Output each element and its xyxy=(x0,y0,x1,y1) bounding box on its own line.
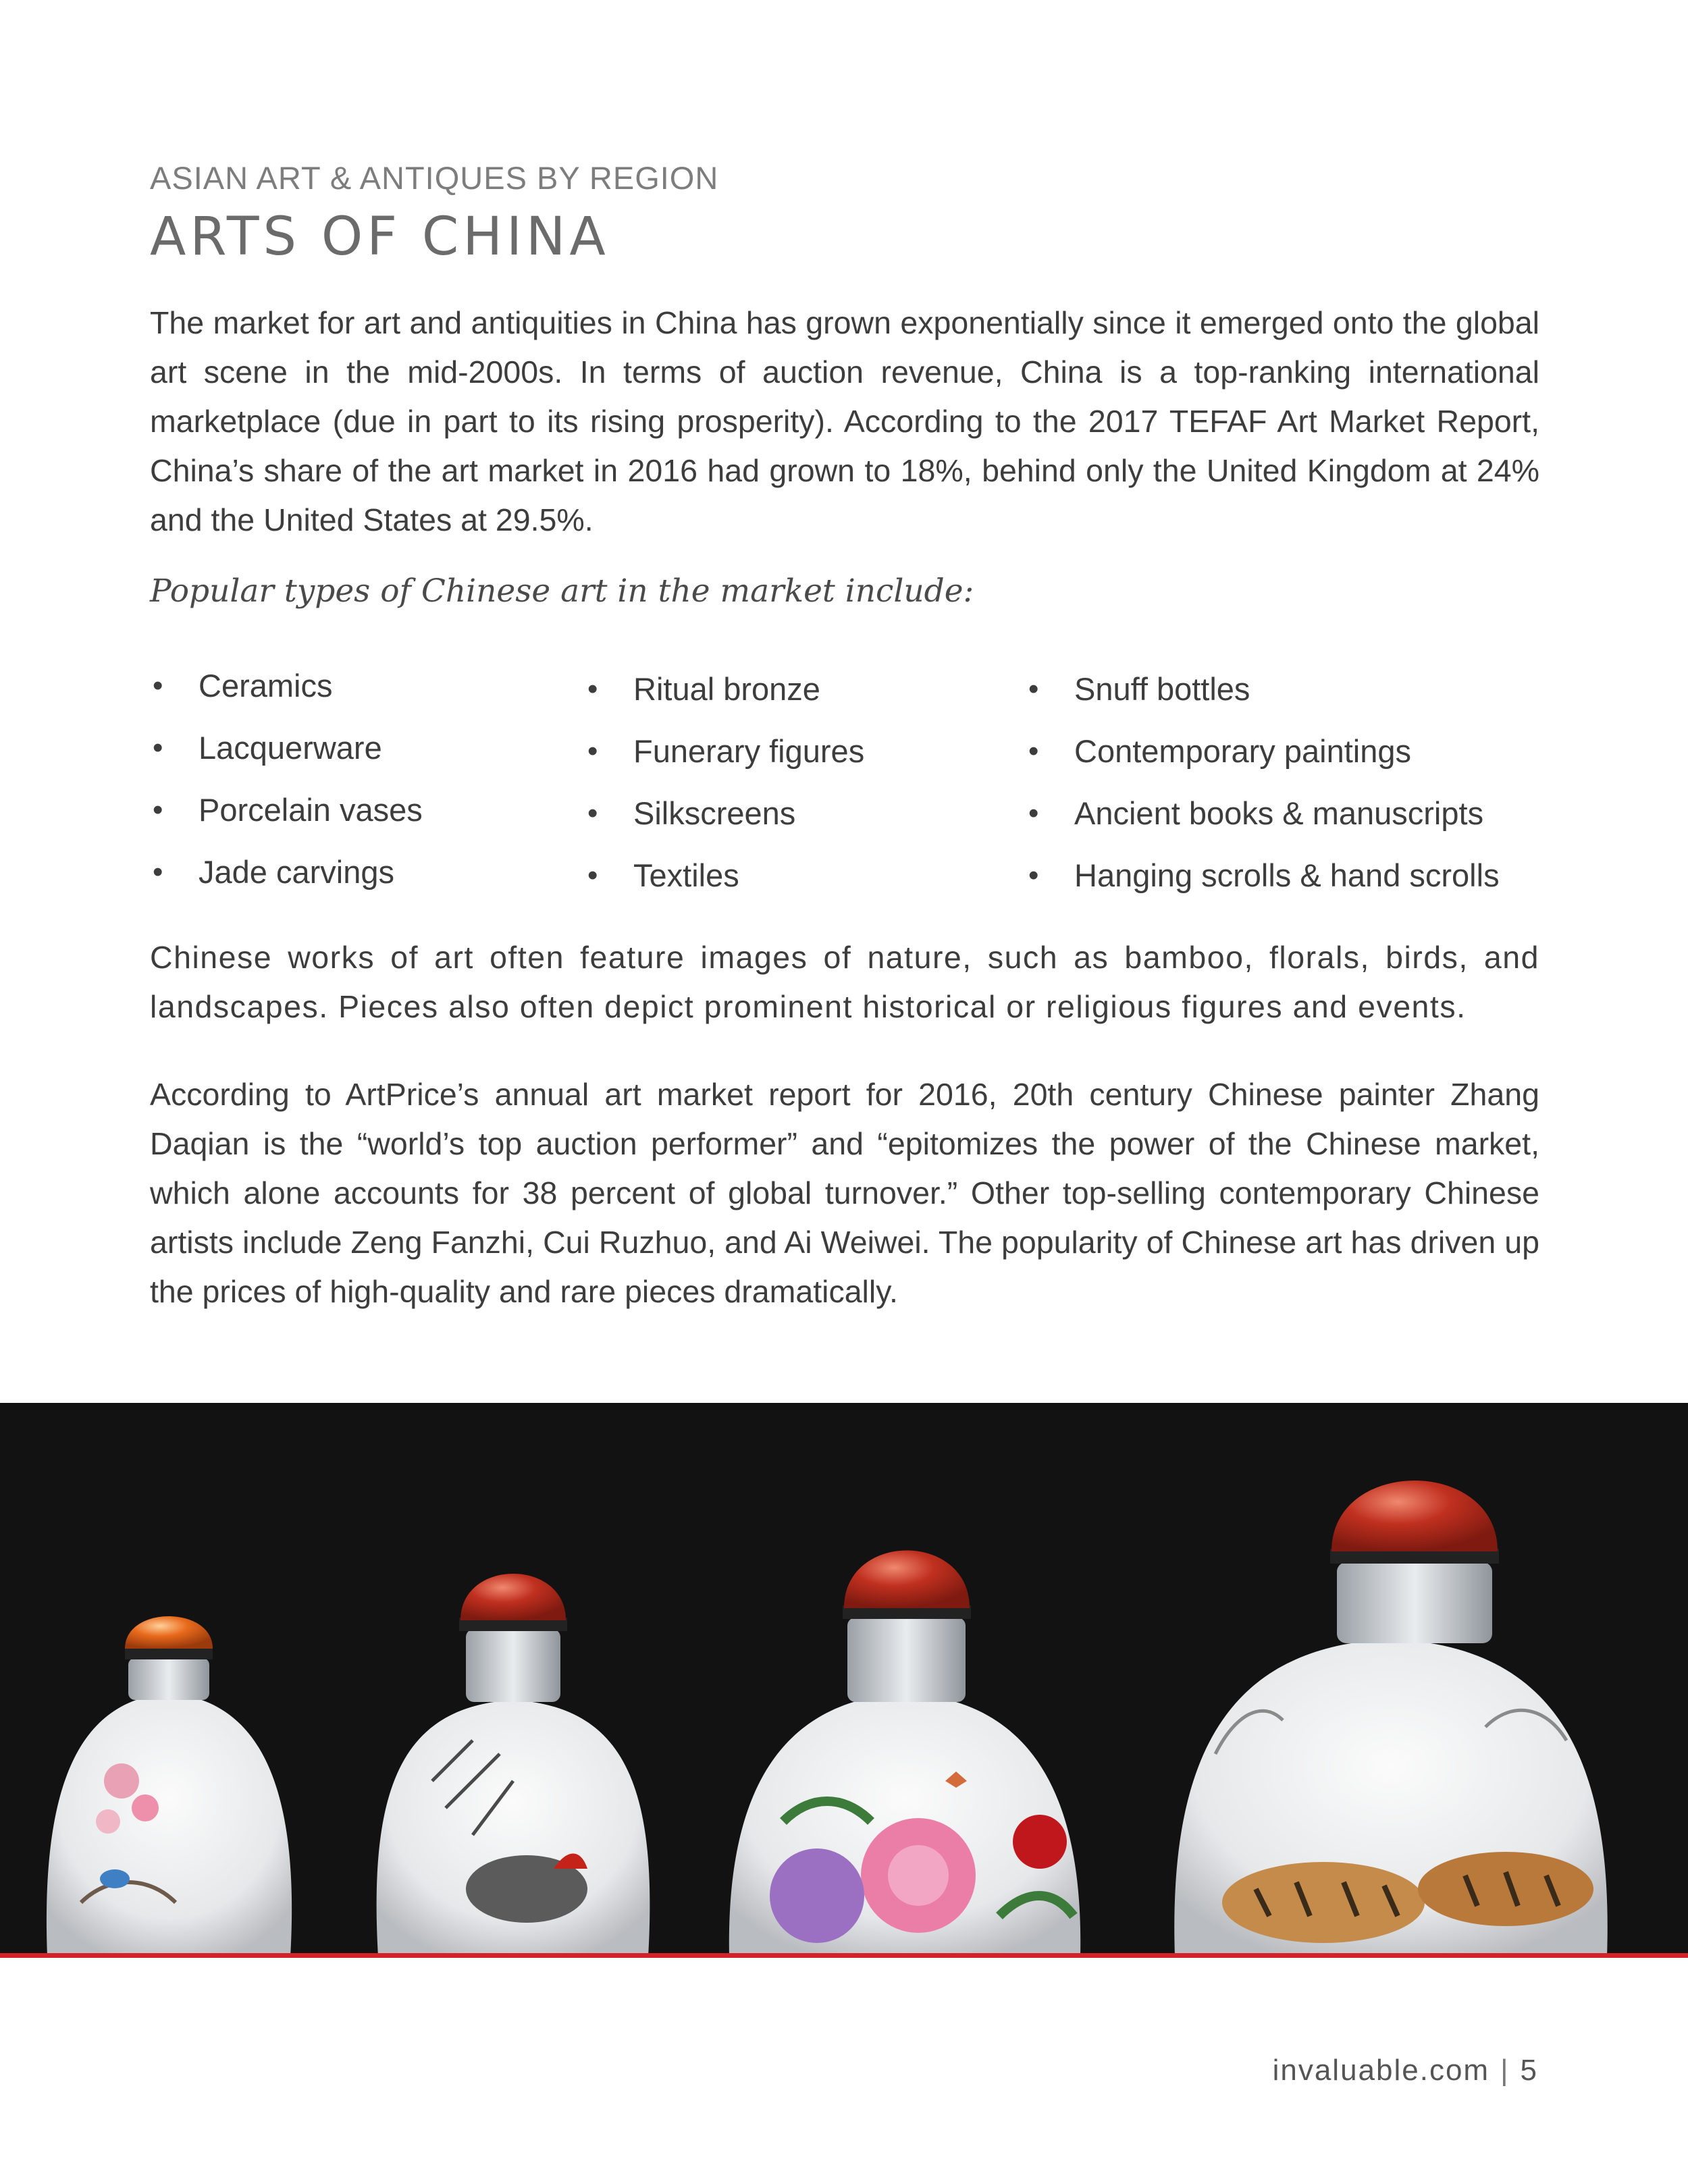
bullet-icon: • xyxy=(587,735,598,768)
list-item: • Funerary figures xyxy=(587,733,865,769)
snuff-bottle-rooster xyxy=(377,1574,650,1956)
snuff-bottle-peony xyxy=(729,1551,1080,1957)
section-kicker: ASIAN ART & ANTIQUES BY REGION xyxy=(150,160,719,196)
list-item: • Snuff bottles xyxy=(1028,671,1250,707)
list-item: • Ancient books & manuscripts xyxy=(1028,795,1484,831)
site-link[interactable]: invaluable.com xyxy=(1272,2054,1490,2087)
page-number: 5 xyxy=(1520,2054,1538,2087)
art-types-column-3 xyxy=(1026,670,1500,919)
list-item: • Lacquerware xyxy=(153,730,382,766)
art-types-column-1 xyxy=(150,667,423,915)
list-item: • Jade carvings xyxy=(153,854,394,890)
footer-separator: | xyxy=(1500,2054,1510,2087)
bullet-icon: • xyxy=(1028,797,1039,830)
bullet-icon: • xyxy=(587,672,598,705)
accent-divider xyxy=(0,1953,1688,1958)
list-heading: Popular types of Chinese art in the market include: xyxy=(150,572,974,610)
list-item: • Ritual bronze xyxy=(587,671,820,707)
bullet-icon: • xyxy=(153,731,163,764)
art-types-column-2 xyxy=(585,670,864,919)
snuff-bottle-tigers xyxy=(1174,1481,1607,1956)
bullet-icon: • xyxy=(1028,735,1039,768)
bullet-icon: • xyxy=(153,855,163,888)
list-item: • Ceramics xyxy=(153,668,333,703)
intro-paragraph: The market for art and antiquities in China has grown exponentially since it emerged onto the global art scene in the mid-2000s. In terms of auction revenue, China is a top-ranking international marketplace (due in part to its rising prosperity). According to the 2017 TEFAF Art Market Report, China’s share of the art market in 2016 had grown to 18%, behind only the United Kingdom at 24% and the United States at 29.5%. xyxy=(150,305,1539,537)
snuff-bottles-photo xyxy=(0,1403,1688,1956)
list-item: • Silkscreens xyxy=(587,795,796,831)
list-item: • Hanging scrolls & hand scrolls xyxy=(1028,857,1500,893)
artprice-paragraph: According to ArtPrice’s annual art market report for 2016, 20th century Chinese painter Zhang Daqian is the “world’s top auction performer” and “epitomizes the power of the Chinese market, which alone accounts for 38 percent of global turnover.” Other top-selling contemporary Chinese artists include Zeng Fanzhi, Cui Ruzhuo, and Ai Weiwei. The popularity of Chinese art has driven up the prices of high-quality and rare pieces dramatically. xyxy=(150,1077,1539,1309)
bullet-icon: • xyxy=(587,859,598,892)
bullet-icon: • xyxy=(153,793,163,826)
snuff-bottle-bird xyxy=(47,1616,292,1956)
bullet-icon: • xyxy=(1028,859,1039,892)
list-item: • Porcelain vases xyxy=(153,792,423,828)
list-item: • Contemporary paintings xyxy=(1028,733,1411,769)
bullet-icon: • xyxy=(1028,672,1039,705)
page-footer xyxy=(1273,2056,1538,2085)
nature-paragraph: Chinese works of art often feature images of nature, such as bamboo, florals, birds, and landscapes. Pieces also often depict prominent historical or religious figures and events. xyxy=(150,940,1539,1024)
snuff-bottles-illustration xyxy=(0,1403,1688,1956)
list-item: • Textiles xyxy=(587,857,739,893)
page-title: ARTS OF CHINA xyxy=(150,207,610,267)
bullet-icon: • xyxy=(587,797,598,830)
bullet-icon: • xyxy=(153,669,163,702)
